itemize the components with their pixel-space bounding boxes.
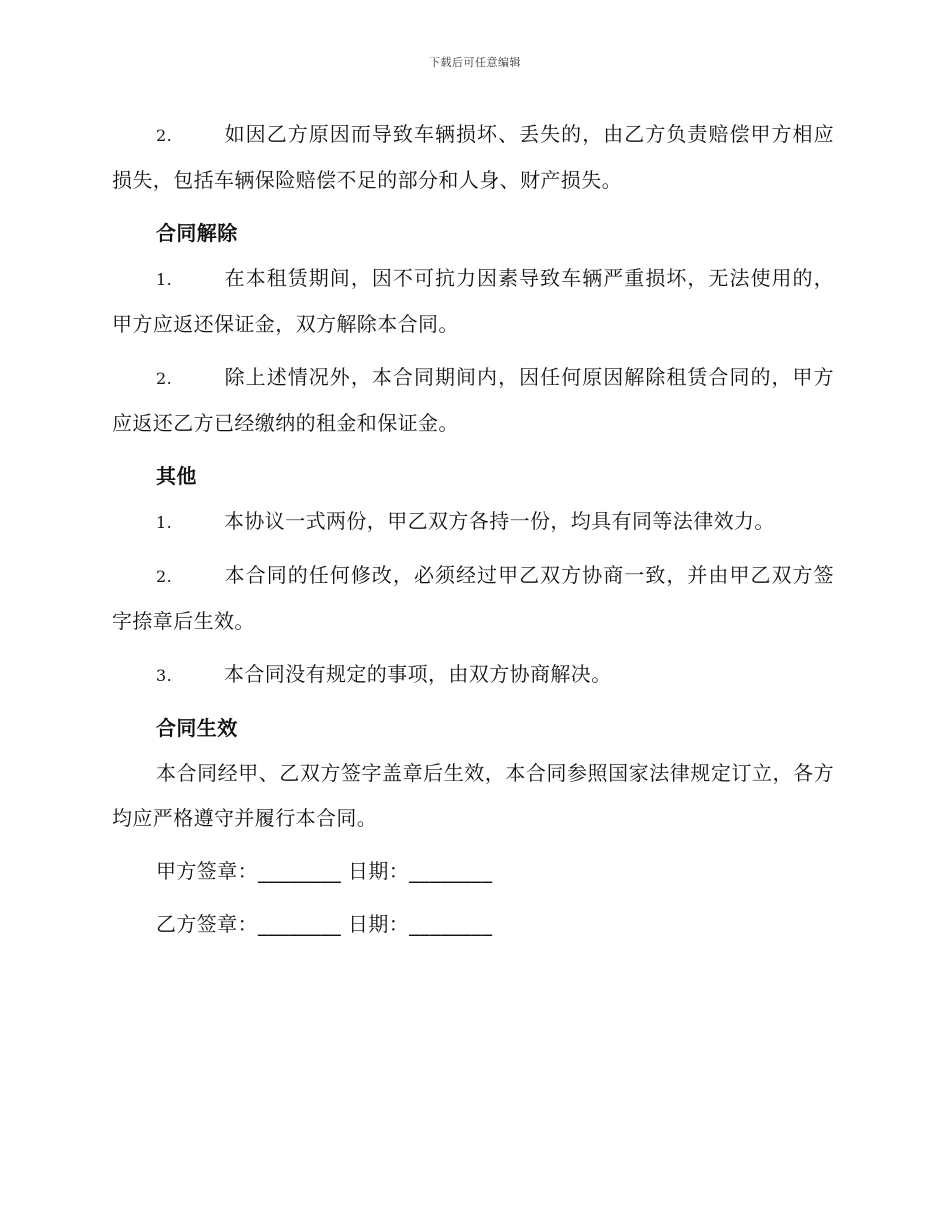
section-title-other: 其他	[156, 464, 197, 488]
clause-number: 1.	[156, 270, 173, 289]
section-title-termination: 合同解除	[156, 221, 238, 245]
clause-other-1	[112, 499, 834, 545]
clause-number: 2.	[156, 126, 173, 145]
clause-termination-2	[112, 355, 834, 446]
clause-number: 1.	[156, 513, 173, 532]
clause-number: 2.	[156, 567, 173, 586]
clause-text: 如因乙方原因而导致车辆损坏、丢失的，由乙方负责赔偿甲方相应损失，包括车辆保险赔偿不足的部分和人身、财产损失。	[112, 122, 834, 192]
clause-breach-2	[112, 112, 834, 203]
clause-other-3	[112, 652, 834, 698]
effective-paragraph: 本合同经甲、乙双方签字盖章后生效，本合同参照国家法律规定订立，各方均应严格遵守并履行本合同。	[112, 761, 834, 830]
clause-text: 在本租赁期间，因不可抗力因素导致车辆严重损坏，无法使用的，甲方应返还保证金，双方解除本合同。	[112, 266, 834, 336]
clause-text: 本合同的任何修改，必须经过甲乙双方协商一致，并由甲乙双方签字捺章后生效。	[112, 563, 834, 633]
clause-text: 除上述情况外，本合同期间内，因任何原因解除租赁合同的，甲方应返还乙方已经缴纳的租金和保证金。	[112, 365, 834, 435]
clause-number: 2.	[156, 369, 173, 388]
clause-other-2	[112, 553, 834, 644]
clause-text: 本协议一式两份，甲乙双方各持一份，均具有同等法律效力。	[224, 509, 775, 533]
clause-termination-1	[112, 256, 834, 347]
section-title-effective: 合同生效	[156, 716, 238, 740]
signature-line-party-a: 甲方签章：________ 日期：________	[156, 859, 493, 883]
clause-number: 3.	[156, 666, 173, 685]
document-body	[112, 112, 834, 947]
clause-text: 本合同没有规定的事项，由双方协商解决。	[224, 662, 612, 686]
signature-line-party-b: 乙方签章：________ 日期：________	[156, 912, 493, 936]
page-header: 下载后可任意编辑	[429, 56, 521, 69]
